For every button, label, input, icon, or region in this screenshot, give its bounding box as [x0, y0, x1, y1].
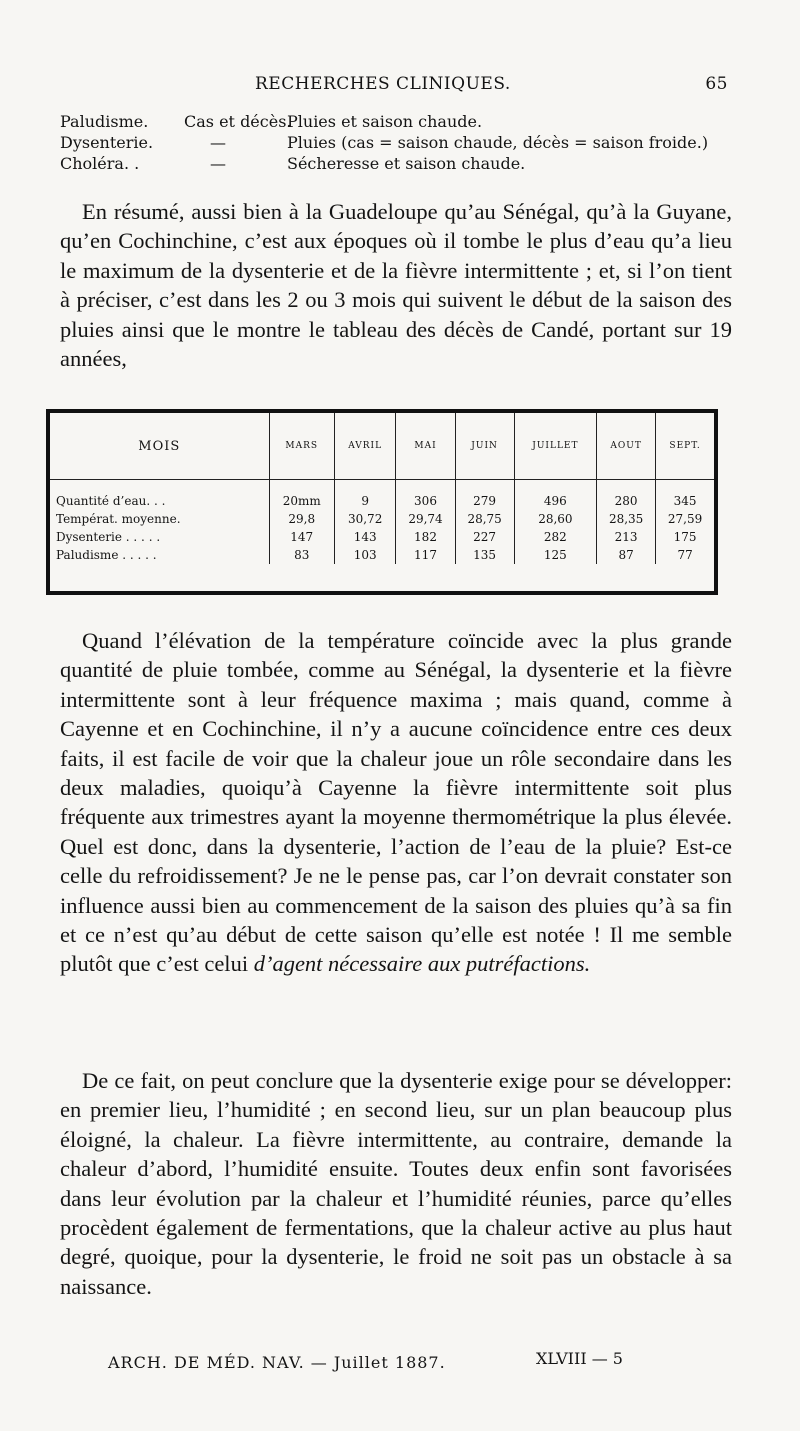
table-row: [50, 510, 714, 528]
table-cell: 103: [334, 546, 396, 564]
table-cell: 29,74: [396, 510, 455, 528]
column-header: MAI: [396, 413, 455, 480]
table-cell: 125: [514, 546, 596, 564]
summary-row: [60, 132, 750, 153]
summary-metric: —: [210, 133, 226, 152]
summary-list: [60, 111, 750, 174]
table-row: [50, 480, 714, 511]
column-header: AVRIL: [334, 413, 396, 480]
summary-condition: Pluies (cas = saison chaude, décès = saison froide.): [287, 133, 709, 152]
column-header: SEPT.: [656, 413, 714, 480]
paragraph-analysis: [60, 626, 732, 979]
table-cell: 83: [269, 546, 334, 564]
summary-metric: Cas et décès.: [184, 112, 292, 131]
table-cell: 147: [269, 528, 334, 546]
table-cell: 345: [656, 480, 714, 511]
row-label: Paludisme . . . . .: [56, 548, 157, 562]
table-cell: 9: [334, 480, 396, 511]
table-cell: 227: [455, 528, 514, 546]
table-cell: 20mm: [269, 480, 334, 511]
table-cell: 306: [396, 480, 455, 511]
table-row: [50, 528, 714, 546]
table-row: [50, 546, 714, 564]
table-cell: 117: [396, 546, 455, 564]
page-number: 65: [705, 74, 728, 94]
table-cell: 77: [656, 546, 714, 564]
footer-signature: XLVIII — 5: [536, 1349, 623, 1368]
column-header: MARS: [269, 413, 334, 480]
paragraph-conclusion: De ce fait, on peut conclure que la dysenterie exige pour se développer: en premier lieu, l’humidité ; en second lieu, sur un plan beaucoup plus éloigné, la chaleur. La fièvre intermittente, au contraire, demande la chaleur d’abord, l’humidité ensuite. Toutes deux enfin sont favorisées dans leur évolution par la chaleur et l’humidité réunies, parce qu’elles procèdent également de fermentations, que la chaleur active au plus haut degré, quoique, pour la dysenterie, le froid ne soit pas un obstacle à sa naissance.: [60, 1068, 732, 1299]
table-cell: 282: [514, 528, 596, 546]
summary-disease: Dysenterie.: [60, 133, 154, 152]
column-header: MOIS: [50, 413, 269, 480]
table-cell: 29,8: [269, 510, 334, 528]
paragraph-text: Quand l’élévation de la température coïncide avec la plus grande quantité de pluie tombée, comme au Sénégal, la dysenterie et la fièvre intermittente sont à leur fréquence maxima ; mais quand, comme à Cayenne et en Cochinchine, il n’y a aucune coïncidence entre ces deux faits, il est facile de voir que la chaleur joue un rôle secondaire dans les deux maladies, quoiqu’à Cayenne la fièvre intermittente soit plus fréquente aux trimestres ayant la moyenne thermométrique la plus élevée. Quel est donc, dans la dysenterie, l’action de l’eau de la pluie? Est-ce celle du refroidissement? Je ne le pense pas, car l’on devrait constater son influence aussi bien au commencement de la saison des pluies qu’à sa fin et ce n’est qu’au début de cette saison qu’elle est notée ! Il me semble plutôt que c’est celui: [60, 628, 732, 977]
column-header: AOUT: [597, 413, 656, 480]
table-cell: 496: [514, 480, 596, 511]
table-cell: 143: [334, 528, 396, 546]
monthly-table: [46, 409, 718, 595]
summary-metric: —: [210, 154, 226, 173]
emphasis-text: d’agent nécessaire aux putréfactions.: [253, 951, 591, 977]
running-title: RECHERCHES CLINIQUES.: [255, 74, 511, 94]
footer-journal: ARCH. DE MÉD. NAV. — Juillet 1887.: [108, 1353, 446, 1372]
running-header: [60, 70, 740, 100]
row-label: Quantité d’eau. . .: [56, 494, 166, 508]
summary-condition: Pluies et saison chaude.: [287, 112, 483, 131]
summary-row: [60, 153, 750, 174]
table-cell: 135: [455, 546, 514, 564]
table-cell: 28,35: [597, 510, 656, 528]
summary-disease: Paludisme.: [60, 112, 149, 131]
row-label: Températ. moyenne.: [56, 512, 181, 526]
summary-disease: Choléra. .: [60, 154, 140, 173]
column-header: JUIN: [455, 413, 514, 480]
table-cell: 30,72: [334, 510, 396, 528]
data-table: [50, 413, 714, 564]
column-header: JUILLET: [514, 413, 596, 480]
table-cell: 28,75: [455, 510, 514, 528]
summary-condition: Sécheresse et saison chaude.: [287, 154, 526, 173]
table-cell: 280: [597, 480, 656, 511]
paragraph-summary: En résumé, aussi bien à la Guadeloupe qu’au Sénégal, qu’à la Guyane, qu’en Cochinchine, c’est aux époques où il tombe le plus d’eau qu’a lieu le maximum de la dysenterie et de la fièvre intermittente ; et, si l’on tient à préciser, c’est dans les 2 ou 3 mois qui suivent le début de la saison des pluies ainsi que le montre le tableau des décès de Candé, portant sur 19 années,: [60, 199, 732, 372]
table-cell: 213: [597, 528, 656, 546]
summary-row: [60, 111, 750, 132]
table-header-row: [50, 413, 714, 480]
table-cell: 279: [455, 480, 514, 511]
table-cell: 27,59: [656, 510, 714, 528]
table-cell: 28,60: [514, 510, 596, 528]
table-cell: 182: [396, 528, 455, 546]
row-label: Dysenterie . . . . .: [56, 530, 161, 544]
table-cell: 87: [597, 546, 656, 564]
table-cell: 175: [656, 528, 714, 546]
